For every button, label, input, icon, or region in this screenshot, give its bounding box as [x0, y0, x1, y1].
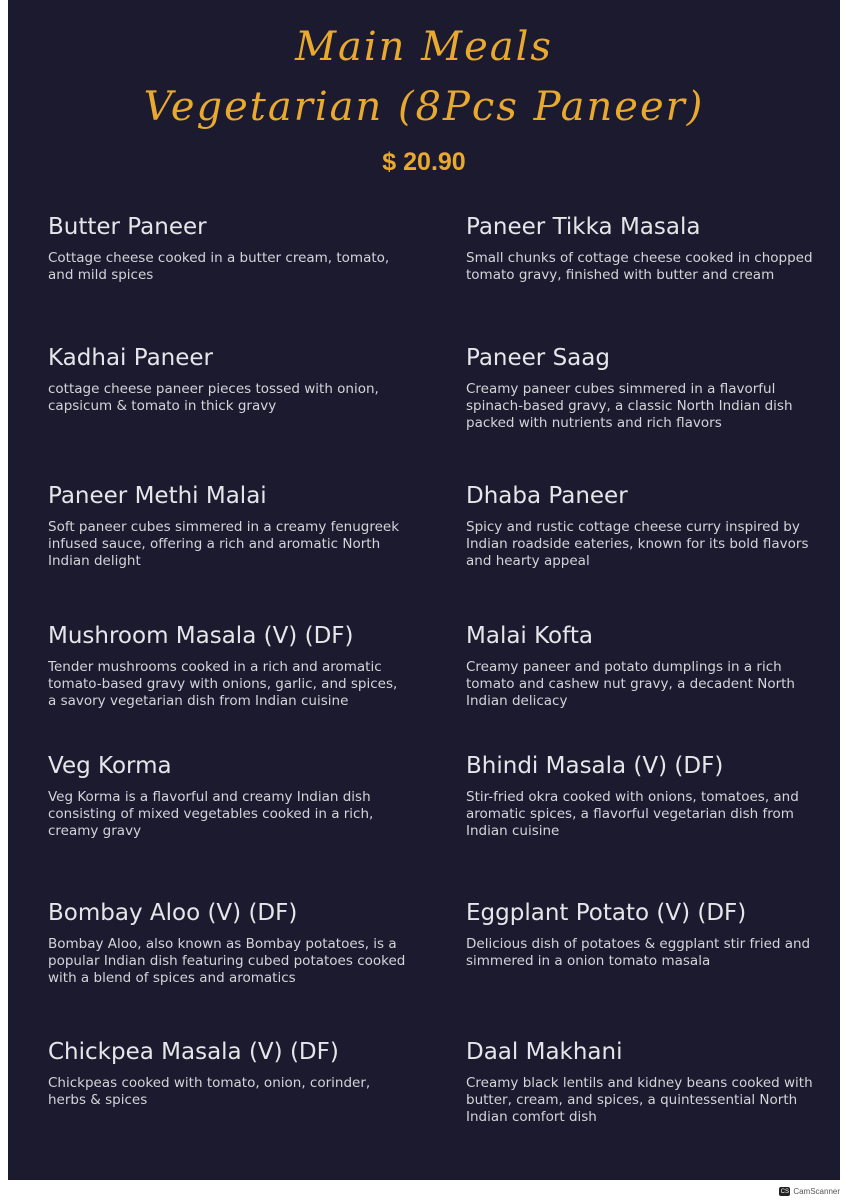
menu-item	[466, 345, 826, 432]
menu-item-name: Veg Korma	[48, 753, 172, 779]
menu-item-name: Butter Paneer	[48, 214, 207, 240]
menu-item-description: Creamy black lentils and kidney beans cooked with butter, cream, and spices, a quintessential North Indian comfort dish	[466, 1075, 813, 1125]
menu-item-name: Kadhai Paneer	[48, 345, 214, 371]
menu-item-name: Paneer Methi Malai	[48, 483, 267, 509]
menu-item	[48, 214, 408, 284]
menu-item	[48, 753, 408, 840]
menu-item-name: Paneer Tikka Masala	[466, 214, 701, 240]
menu-item-description: Veg Korma is a flavorful and creamy Indian dish consisting of mixed vegetables cooked in a rich, creamy gravy	[48, 789, 374, 839]
menu-item-description: Creamy paneer cubes simmered in a flavorful spinach-based gravy, a classic North Indian dish packed with nutrients and rich flavors	[466, 381, 793, 431]
menu-item-description: Spicy and rustic cottage cheese curry inspired by Indian roadside eateries, known for its bold flavors and hearty appeal	[466, 519, 809, 569]
menu-item-description: Cottage cheese cooked in a butter cream, tomato, and mild spices	[48, 250, 390, 283]
menu-item	[466, 483, 826, 570]
menu-item	[466, 214, 826, 284]
menu-item-description: Stir-fried okra cooked with onions, tomatoes, and aromatic spices, a flavorful vegetarian dish from Indian cuisine	[466, 789, 799, 839]
menu-item	[48, 1039, 408, 1109]
menu-title: Main Meals	[295, 24, 553, 70]
menu-item	[48, 900, 408, 987]
watermark-label: CamScanner	[793, 1187, 840, 1196]
menu-item	[466, 623, 826, 710]
menu-item-description: Bombay Aloo, also known as Bombay potatoes, is a popular Indian dish featuring cubed potatoes cooked with a blend of spices and aromatics	[48, 936, 406, 986]
menu-item-name: Daal Makhani	[466, 1039, 623, 1065]
menu-item-description: Soft paneer cubes simmered in a creamy fenugreek infused sauce, offering a rich and aromatic North Indian delight	[48, 519, 400, 569]
menu-item-name: Mushroom Masala (V) (DF)	[48, 623, 354, 649]
menu-item-description: Chickpeas cooked with tomato, onion, corinder, herbs & spices	[48, 1075, 371, 1108]
menu-item-name: Paneer Saag	[466, 345, 610, 371]
menu-page	[8, 0, 840, 1180]
camscanner-logo-icon: CS	[780, 1188, 789, 1195]
menu-item-name: Chickpea Masala (V) (DF)	[48, 1039, 339, 1065]
menu-item	[48, 345, 408, 415]
menu-item	[466, 753, 826, 840]
menu-item-name: Dhaba Paneer	[466, 483, 628, 509]
menu-item	[466, 900, 826, 970]
menu-item	[48, 623, 408, 710]
menu-item-description: Delicious dish of potatoes & eggplant stir fried and simmered in a onion tomato masala	[466, 936, 811, 969]
menu-price: $ 20.90	[382, 148, 466, 176]
scanner-watermark	[779, 1187, 840, 1196]
menu-item	[466, 1039, 826, 1126]
menu-item-description: Tender mushrooms cooked in a rich and aromatic tomato-based gravy with onions, garlic, and spices, a savory vegetarian dish from Indian cuisine	[48, 659, 398, 709]
menu-item-description: cottage cheese paneer pieces tossed with onion, capsicum & tomato in thick gravy	[48, 381, 379, 414]
menu-item-name: Bombay Aloo (V) (DF)	[48, 900, 298, 926]
menu-item	[48, 483, 408, 570]
menu-item-description: Creamy paneer and potato dumplings in a rich tomato and cashew nut gravy, a decadent North Indian delicacy	[466, 659, 795, 709]
menu-item-name: Malai Kofta	[466, 623, 593, 649]
menu-item-name: Eggplant Potato (V) (DF)	[466, 900, 747, 926]
menu-item-description: Small chunks of cottage cheese cooked in chopped tomato gravy, finished with butter and cream	[466, 250, 813, 283]
menu-item-name: Bhindi Masala (V) (DF)	[466, 753, 724, 779]
menu-subtitle: Vegetarian (8Pcs Paneer)	[143, 84, 705, 130]
